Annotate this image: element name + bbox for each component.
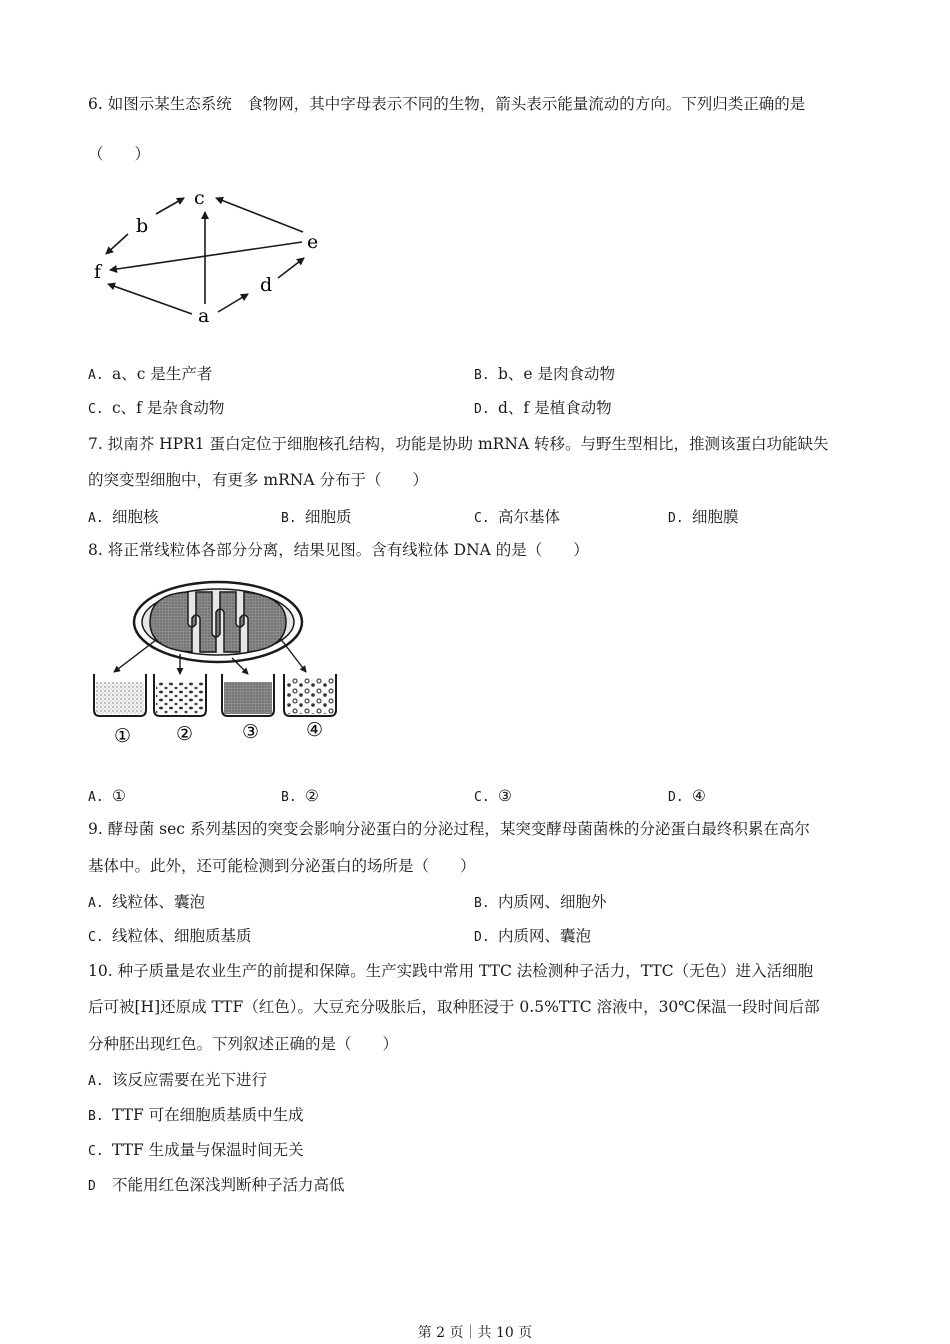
q7-option-b[interactable]: B. 细胞质: [281, 508, 352, 526]
node-e: e: [307, 231, 319, 253]
q6-option-a[interactable]: A. a、c 是生产者: [88, 365, 213, 383]
q10-option-b[interactable]: B. TTF 可在细胞质基质中生成: [88, 1106, 304, 1124]
food-web-diagram: [88, 182, 348, 332]
q10-stem-line2: 后可被[H]还原成 TTF（红色）。大豆充分吸胀后，取种胚浸于 0.5%TTC 溶液中，30℃保温一段时间后部: [88, 998, 820, 1016]
q6-option-c[interactable]: C. c、f 是杂食动物: [88, 399, 225, 417]
arrow-b-to-c: [156, 198, 184, 214]
q9-stem-line1: 9. 酵母菌 sec 系列基因的突变会影响分泌蛋白的分泌过程，某突变酵母菌菌株的分泌蛋白最终积累在高尔: [88, 820, 810, 838]
tube-label-3: ③: [242, 721, 260, 743]
mitochondria-diagram: [88, 578, 348, 748]
arrow-e-to-f: [110, 242, 302, 270]
q8-stem: 8. 将正常线粒体各部分分离，结果见图。含有线粒体 DNA 的是（ ）: [88, 541, 589, 559]
node-d: d: [260, 274, 273, 296]
q6-option-b[interactable]: B. b、e 是肉食动物: [474, 365, 616, 383]
q10-option-c[interactable]: C. TTF 生成量与保温时间无关: [88, 1141, 304, 1159]
arrow-e-to-c: [216, 198, 303, 232]
q9-option-d[interactable]: D. 内质网、囊泡: [474, 927, 592, 945]
q10-stem-line3: 分种胚出现红色。下列叙述正确的是（ ）: [88, 1035, 399, 1053]
q7-option-c[interactable]: C. 高尔基体: [474, 508, 561, 526]
q7-option-a[interactable]: A. 细胞核: [88, 508, 159, 526]
q8-option-d[interactable]: D. ④: [668, 787, 706, 805]
q10-option-a[interactable]: A. 该反应需要在光下进行: [88, 1071, 268, 1089]
q7-stem-line1: 7. 拟南芥 HPR1 蛋白定位于细胞核孔结构，功能是协助 mRNA 转移。与野生型相比，推测该蛋白功能缺失: [88, 435, 829, 453]
q9-option-b[interactable]: B. 内质网、细胞外: [474, 893, 607, 911]
q6-bracket: （ ）: [88, 145, 151, 163]
q9-stem-line2: 基体中。此外，还可能检测到分泌蛋白的场所是（ ）: [88, 857, 476, 875]
q10-stem-line1: 10. 种子质量是农业生产的前提和保障。生产实践中常用 TTC 法检测种子活力，TTC（无色）进入活细胞: [88, 962, 814, 980]
node-c: c: [194, 187, 205, 209]
q8-option-c[interactable]: C. ③: [474, 787, 512, 805]
tube-label-2: ②: [176, 723, 194, 745]
tube-label-1: ①: [114, 725, 132, 747]
q8-option-a[interactable]: A. ①: [88, 787, 126, 805]
page-footer: 第 2 页｜共 10 页: [417, 1325, 533, 1341]
arrow-a-to-d: [218, 294, 248, 312]
q9-option-c[interactable]: C. 线粒体、细胞质基质: [88, 927, 252, 945]
q6-option-d[interactable]: D. d、f 是植食动物: [474, 399, 612, 417]
arrow-d-to-e: [278, 258, 304, 278]
tube-label-4: ④: [306, 719, 324, 741]
q6-stem: 6. 如图示某生态系统 食物网，其中字母表示不同的生物，箭头表示能量流动的方向。下列归类正确的是: [88, 95, 806, 113]
q10-option-d[interactable]: D 不能用红色深浅判断种子活力高低: [88, 1176, 345, 1194]
node-a: a: [198, 305, 210, 327]
arrow-b-to-f: [106, 234, 128, 254]
arrow-a-to-f: [108, 284, 192, 314]
q9-option-a[interactable]: A. 线粒体、囊泡: [88, 893, 206, 911]
q7-stem-line2: 的突变型细胞中，有更多 mRNA 分布于（ ）: [88, 471, 428, 489]
node-b: b: [136, 215, 149, 237]
q7-option-d[interactable]: D. 细胞膜: [668, 508, 739, 526]
q8-option-b[interactable]: B. ②: [281, 787, 319, 805]
node-f: f: [94, 261, 102, 283]
